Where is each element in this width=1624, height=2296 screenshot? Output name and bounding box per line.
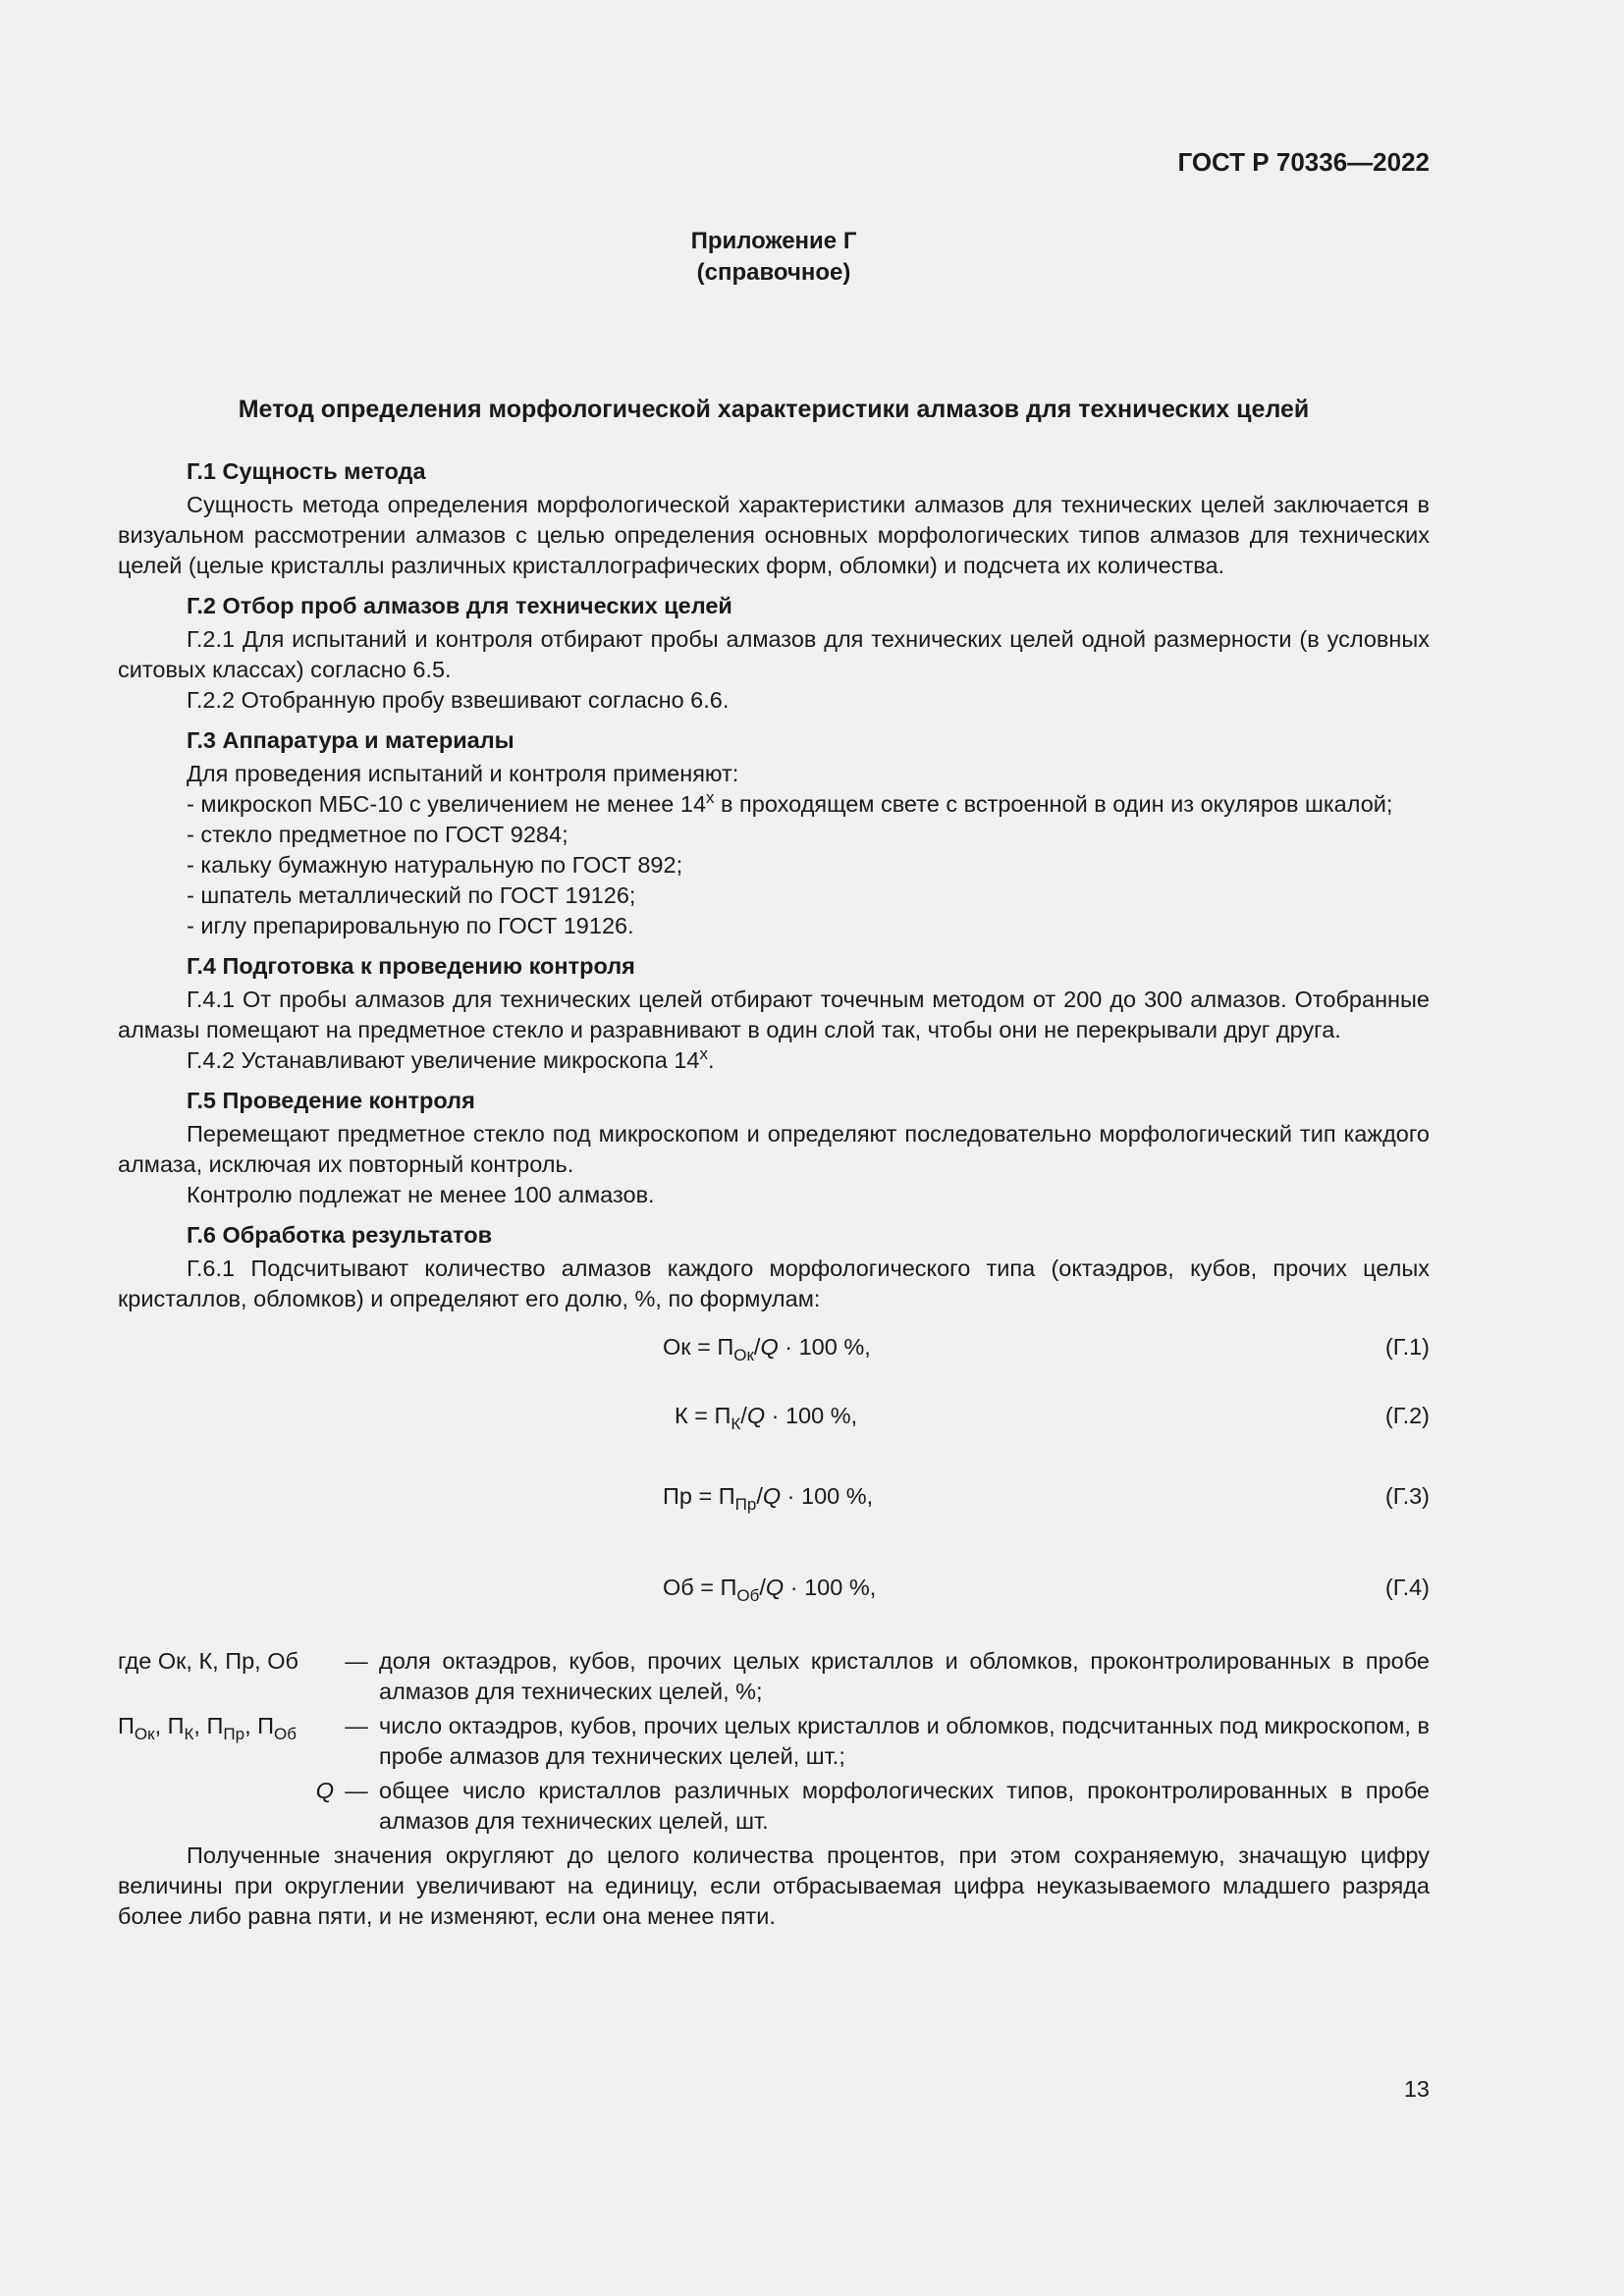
formula-number: (Г.1) <box>1384 1334 1430 1360</box>
legend-symbols: где Ок, К, Пр, Об <box>118 1648 298 1674</box>
section-g4-heading: Г.4 Подготовка к проведению контроля <box>187 953 635 979</box>
section-g6-final: Полученные значения округляют до целого количества процентов, при этом сохраняемую, значащую цифру величины при округлении увеличивают на единицу, если отбрасываемая цифра неуказываемого младшего разряда более либо равна пяти, и не изменяют, если она менее пяти. <box>118 1842 1430 1929</box>
legend-dash: — <box>345 1648 368 1674</box>
legend-block <box>118 1646 1430 1837</box>
document-page <box>118 0 1430 2296</box>
page-number: 13 <box>1403 2076 1430 2102</box>
section-g2-p1: Г.2.1 Для испытаний и контроля отбирают пробы алмазов для технических целей одной размерности (в условных ситовых классах) согласно 6.5. <box>118 626 1430 682</box>
formula-number: (Г.4) <box>1384 1575 1430 1600</box>
section-g6-heading: Г.6 Обработка результатов <box>187 1222 493 1248</box>
formula-g4 <box>118 1573 1430 1612</box>
formula-g2 <box>118 1401 1430 1440</box>
equipment-item: - стекло предметное по ГОСТ 9284; <box>187 822 568 847</box>
section-g4-p1: Г.4.1 От пробы алмазов для технических целей отбирают точечным методом от 200 до 300 алмазов. Отобранные алмазы помещают на предметное стекло и разравнивают в один слой так, чтобы они не перекрывали друг друга. <box>118 987 1430 1042</box>
equipment-item-microscope: - микроскоп МБС-10 с увеличением не менее $14^х$ в проходящем свете с встроенной в один из окуляров шкалой; <box>187 788 1393 817</box>
section-g3-heading: Г.3 Аппаратура и материалы <box>187 727 514 753</box>
section-g6-p1: Г.6.1 Подсчитывают количество алмазов каждого морфологического типа (октаэдров, кубов, прочих целых кристаллов, обломков) и определяют его долю, %, по формулам: <box>118 1255 1430 1311</box>
section-g5-p1: Перемещают предметное стекло под микроскопом и определяют последовательно морфологический тип каждого алмаза, исключая их повторный контроль. <box>118 1121 1430 1177</box>
legend-row <box>118 1776 1430 1837</box>
section-g5-heading: Г.5 Проведение контроля <box>187 1088 475 1113</box>
formula-expression: $К = П_К/Q \cdot 100$ %, <box>675 1403 858 1433</box>
document-body <box>118 456 1430 1932</box>
section-g2-p2: Г.2.2 Отобранную пробу взвешивают согласно 6.6. <box>187 687 730 713</box>
appendix-subtitle: (справочное) <box>696 259 851 286</box>
legend-text: число октаэдров, кубов, прочих целых кристаллов и обломков, подсчитанных под микроскопом, в пробе алмазов для технических целей, шт.; <box>379 1713 1430 1769</box>
equipment-item: - иглу препарировальную по ГОСТ 19126. <box>187 913 634 938</box>
legend-row <box>118 1711 1430 1772</box>
formula-block <box>118 1324 1430 1629</box>
section-g3-intro: Для проведения испытаний и контроля применяют: <box>187 761 739 786</box>
formula-expression: Об = $П_{Об}/Q \cdot 100$ %, <box>663 1575 877 1605</box>
formula-number: (Г.3) <box>1384 1483 1430 1509</box>
section-g1-text: Сущность метода определения морфологической характеристики алмазов для технических целей заключается в визуальном рассмотрении алмазов с целью определения основных морфологических типов алмазов для технических целей (целые кристаллы различных кристаллографических форм, обломки) и подсчета их количества. <box>118 492 1430 578</box>
legend-symbols: $П_{Ок}$, $П_К$, $П_{Пр}$, $П_{Об}$ <box>118 1713 297 1743</box>
legend-text: доля октаэдров, кубов, прочих целых кристаллов и обломков, проконтролированных в пробе алмазов для технических целей, %; <box>379 1648 1430 1704</box>
formula-expression: Ок = $П_{Ок}/Q \cdot 100$ %, <box>663 1334 871 1364</box>
section-g5-p2: Контролю подлежат не менее 100 алмазов. <box>187 1182 655 1207</box>
legend-text: общее число кристаллов различных морфологических типов, проконтролированных в пробе алмазов для технических целей, шт. <box>379 1778 1430 1834</box>
legend-dash: — <box>345 1713 368 1738</box>
legend-row <box>118 1646 1430 1707</box>
legend-dash: — <box>345 1778 368 1803</box>
section-g1-heading: Г.1 Сущность метода <box>187 458 426 484</box>
appendix-heading <box>118 226 1430 289</box>
formula-g3 <box>118 1481 1430 1521</box>
section-g2-heading: Г.2 Отбор проб алмазов для технических целей <box>187 593 732 618</box>
formula-expression: Пр = $П_{Пр}/Q \cdot 100$ %, <box>663 1483 874 1514</box>
section-g4-p2: Г.4.2 Устанавливают увеличение микроскопа $14^х$. <box>187 1044 715 1073</box>
formula-number: (Г.2) <box>1384 1403 1430 1428</box>
equipment-item: - шпатель металлический по ГОСТ 19126; <box>187 882 636 908</box>
main-title: Метод определения морфологической характеристики алмазов для технических целей <box>238 396 1310 423</box>
equipment-item: - кальку бумажную натуральную по ГОСТ 892; <box>187 852 683 878</box>
legend-symbols: Q <box>315 1778 334 1803</box>
document-code: ГОСТ Р 70336—2022 <box>1177 147 1430 177</box>
formula-g1 <box>118 1332 1430 1371</box>
appendix-title: Приложение Г <box>690 228 857 254</box>
